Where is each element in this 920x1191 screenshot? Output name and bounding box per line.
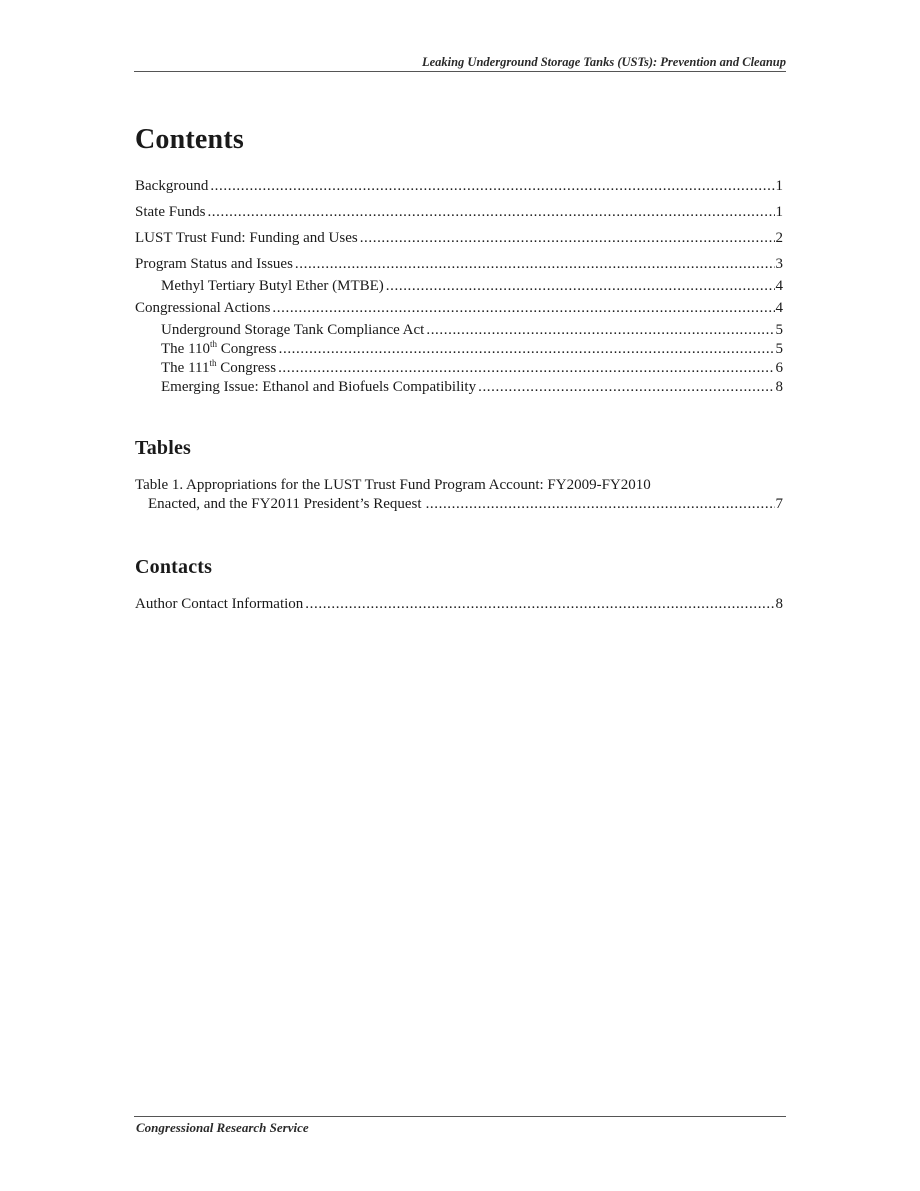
toc-entry-title: LUST Trust Fund: Funding and Uses bbox=[135, 230, 358, 246]
contact-entry-author-info[interactable] bbox=[135, 595, 783, 613]
toc-entry-program-status[interactable] bbox=[135, 255, 783, 273]
toc-entry-state-funds[interactable] bbox=[135, 203, 783, 221]
dot-leader bbox=[305, 595, 774, 613]
toc-entry-ust-compliance-act[interactable] bbox=[161, 321, 783, 339]
dot-leader bbox=[295, 255, 775, 273]
table-entry-title-line2: Enacted, and the FY2011 President’s Request bbox=[148, 496, 422, 512]
dot-leader bbox=[426, 495, 775, 514]
running-header: Leaking Underground Storage Tanks (USTs): Prevention and Cleanup bbox=[421, 55, 786, 69]
header-rule bbox=[134, 71, 786, 72]
toc-entry-page: 1 bbox=[775, 204, 783, 220]
toc-entry-congressional-actions[interactable] bbox=[135, 299, 783, 317]
dot-leader bbox=[360, 229, 775, 247]
toc-entry-title: The 111th Congress bbox=[161, 358, 277, 376]
table-entry-title-line1: Table 1. Appropriations for the LUST Trust Fund Program Account: FY2009-FY2010 bbox=[135, 477, 651, 493]
toc-entry-background[interactable] bbox=[135, 177, 783, 195]
toc-entry-page: 3 bbox=[775, 256, 783, 272]
contact-entry-page: 8 bbox=[775, 596, 783, 612]
toc-entry-page: 5 bbox=[775, 322, 783, 338]
toc-entry-title: Background bbox=[135, 178, 209, 194]
toc-entry-page: 4 bbox=[775, 300, 783, 316]
toc-entry-title: Congressional Actions bbox=[135, 300, 271, 316]
table-entry-page: 7 bbox=[775, 496, 783, 512]
contacts-heading: Contacts bbox=[135, 556, 213, 578]
toc-entry-title: State Funds bbox=[135, 204, 206, 220]
toc-entry-ethanol-biofuels[interactable] bbox=[161, 378, 783, 396]
toc-entry-title: Program Status and Issues bbox=[135, 256, 293, 272]
contact-entry-title: Author Contact Information bbox=[135, 596, 304, 612]
toc-entry-page: 6 bbox=[775, 360, 783, 376]
dot-leader bbox=[478, 378, 774, 396]
toc-entry-title: The 110th Congress bbox=[161, 339, 277, 357]
toc-entry-title: Underground Storage Tank Compliance Act bbox=[161, 322, 425, 338]
tables-heading: Tables bbox=[135, 437, 192, 459]
dot-leader bbox=[272, 299, 774, 317]
toc-entry-title: Methyl Tertiary Butyl Ether (MTBE) bbox=[161, 278, 384, 294]
toc-entry-page: 4 bbox=[775, 278, 783, 294]
contents-heading: Contents bbox=[135, 124, 244, 155]
toc-entry-110th-congress[interactable] bbox=[161, 340, 783, 358]
toc-entry-page: 5 bbox=[775, 341, 783, 357]
dot-leader bbox=[210, 177, 774, 195]
toc-entry-page: 8 bbox=[775, 379, 783, 395]
toc-entry-page: 2 bbox=[775, 230, 783, 246]
dot-leader bbox=[278, 359, 774, 377]
toc-entry-111th-congress[interactable] bbox=[161, 359, 783, 377]
toc-entry-page: 1 bbox=[775, 178, 783, 194]
footer-rule bbox=[134, 1116, 786, 1117]
toc-entry-mtbe[interactable] bbox=[161, 277, 783, 295]
table-entry-1[interactable] bbox=[135, 476, 783, 514]
toc-entry-lust-trust-fund[interactable] bbox=[135, 229, 783, 247]
footer-organization: Congressional Research Service bbox=[136, 1120, 309, 1135]
dot-leader bbox=[279, 340, 775, 358]
toc-entry-title: Emerging Issue: Ethanol and Biofuels Compatibility bbox=[161, 379, 477, 395]
dot-leader bbox=[207, 203, 774, 221]
dot-leader bbox=[426, 321, 774, 339]
dot-leader bbox=[386, 277, 775, 295]
